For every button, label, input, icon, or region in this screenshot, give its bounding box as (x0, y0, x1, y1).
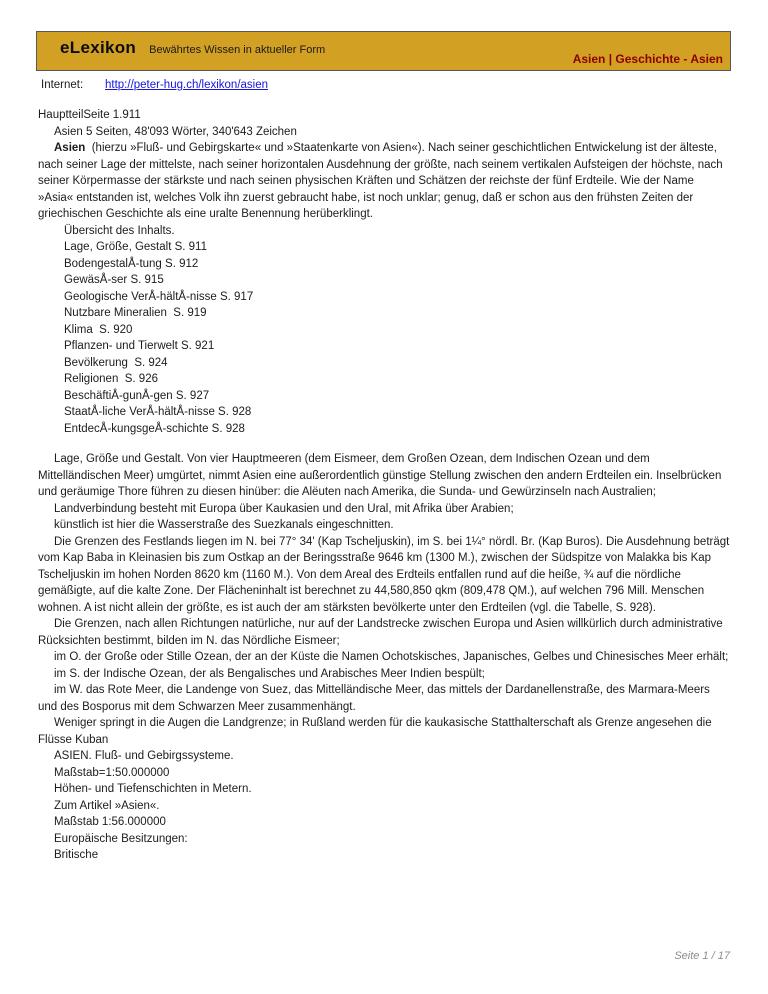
toc-item: Lage, Größe, Gestalt S. 911 (64, 241, 207, 253)
body-paragraph: künstlich ist hier die Wasserstraße des Suezkanals eingeschnitten. (54, 519, 394, 531)
body-paragraph: Die Grenzen des Festlands liegen im N. bei 77° 34' (Kap Tscheljuskin), im S. bei 1¼° nördl. Br. (Kap Buros). Die Ausdehnung beträgt vom Kap Baba in Kleinasien bis zum Ostkap an der Beringsstraße 9646 km (1300 M.), zwischen der Südspitze von Malakka bis Kap Tscheljuskin im hohen Norden 8620 km (1160 M.). Von dem Areal des Erdteils entfallen rund auf die heiße, ¾ auf die nördliche gemäßigte, auf die kalte Zone. Der Flächeninhalt ist berechnet zu 44,580,850 qkm (809,478 QM.), auf welchen 796 Mill. Menschen wohnen. A ist nicht allein der größte, es ist auch der am stärksten bevölkerte unter den Erdteilen (vgl. die Tabelle, S. 928). (38, 535, 733, 614)
meta-line-section: HauptteilSeite 1.911 (38, 109, 141, 121)
body-paragraph: im W. das Rote Meer, die Landenge von Suez, das Mittelländische Meer, das mittels der Dardanellenstraße, des Marmara-Meers und des Bosporus mit dem Schwarzen Meer zusammenhängt. (38, 684, 714, 713)
toc-item: Klima S. 920 (64, 323, 133, 336)
body-paragraph: im S. der Indische Ozean, der als Bengalisches und Arabisches Meer Indien bespült; (54, 667, 485, 680)
body-paragraph: Weniger springt in die Augen die Landgrenze; in Rußland werden für die kaukasische Statthalterschaft als Grenze angesehen die Flüsse Kuban (38, 717, 715, 746)
toc-item: Bevölkerung S. 924 (64, 356, 168, 369)
body-paragraph: im O. der Große oder Stille Ozean, der an der Küste die Namen Ochotskisches, Japanisches, Gelbes und Chinesisches Meer erhält; (54, 651, 729, 663)
body-paragraph: Landverbindung besteht mit Europa über Kaukasien und den Ural, mit Afrika über Arabien; (54, 502, 514, 515)
internet-row (41, 79, 268, 91)
article-url-link[interactable]: http://peter-hug.ch/lexikon/asien (105, 79, 269, 91)
brand-logo: eLexikon (60, 38, 137, 57)
toc-item: BeschäftiÅ-gunÅ-gen S. 927 (64, 389, 210, 402)
toc-item: BodengestalÅ-tung S. 912 (64, 257, 199, 270)
page-indicator: Seite 1 / 17 (674, 950, 730, 962)
article-content (38, 107, 733, 864)
map-caption-line: Europäische Besitzungen: (54, 832, 188, 845)
map-caption-line: Maßstab 1:56.000000 (54, 816, 166, 828)
body-paragraph: Die Grenzen, nach allen Richtungen natürliche, nur auf der Landstrecke zwischen Europa und Asien willkürlich durch administrative Rücksichten bestimmt, bilden im N. das Nördliche Eismeer; (38, 618, 726, 647)
toc-item: EntdecÅ-kungsgeÅ-schichte S. 928 (64, 422, 245, 435)
map-caption-line: Britische (54, 849, 99, 861)
toc-item: Geologische VerÅ-hältÅ-nisse S. 917 (64, 290, 254, 303)
toc-heading: Übersicht des Inhalts. (64, 224, 175, 237)
article-title-word: Asien (54, 142, 86, 154)
internet-label: Internet: (41, 79, 84, 91)
lead-paragraph (38, 140, 730, 223)
body-paragraph: Lage, Größe und Gestalt. Von vier Hauptmeeren (dem Eismeer, dem Großen Ozean, dem Indischen Ozean und dem Mittelländischen Meer) umgürtet, nimmt Asien eine außerordentlich günstige Stellung zwischen den andern Erdteilen ein. Inselbrücken und geräumige Thore führen zu diesen hinüber: die Alëuten nach Amerika, die Sunda- und Gewürzinseln nach Australien; (38, 453, 725, 498)
map-caption-line: Maßstab=1:50.000000 (54, 766, 170, 779)
paragraph-spacer (38, 437, 730, 451)
map-caption-line: ASIEN. Fluß- und Gebirgssysteme. (54, 750, 234, 762)
brand-tagline: Bewährtes Wissen in aktueller Form (149, 44, 326, 56)
lead-paragraph-text: (hierzu »Fluß- und Gebirgskarte« und »Staatenkarte von Asien«). Nach seiner geschichtlichen Entwickelung ist der älteste, nach seiner Lage der mittelste, nach seiner horizontalen Ausdehnung der größte, nach seinem vertikalen Aufsteigen der höchste, nach seiner Körpermasse der stärkste und nach seinen physischen Kräften und Schätzen der reichste der fünf Erdteile. Wie der Name »Asia« entstanden ist, welches Volk ihn zuerst gebraucht habe, ist noch unklar; genug, daß er schon aus den frühsten Zeiten der griechischen Geschichte als eine uralte Benennung herüberklingt. (38, 142, 726, 220)
toc-item: Pflanzen- und Tierwelt S. 921 (64, 340, 215, 352)
toc-item: Nutzbare Mineralien S. 919 (64, 307, 207, 319)
toc-item: GewäsÅ-ser S. 915 (64, 274, 164, 286)
map-caption-line: Höhen- und Tiefenschichten in Metern. (54, 783, 252, 795)
meta-line-stats: Asien 5 Seiten, 48'093 Wörter, 340'643 Zeichen (54, 125, 297, 138)
toc-item: Religionen S. 926 (64, 373, 158, 385)
toc-item: StaatÅ-liche VerÅ-hältÅ-nisse S. 928 (64, 406, 252, 418)
header-banner (36, 31, 731, 71)
breadcrumb[interactable]: Asien | Geschichte - Asien (572, 52, 723, 66)
map-caption-line: Zum Artikel »Asien«. (54, 799, 160, 812)
